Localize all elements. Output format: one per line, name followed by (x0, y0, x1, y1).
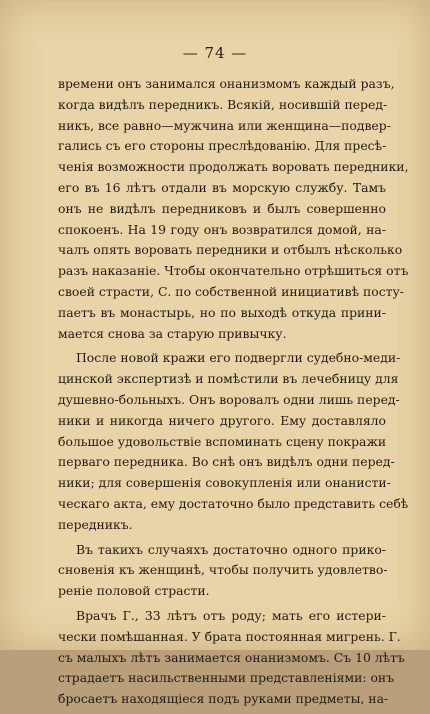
text-line: передникъ. (58, 516, 133, 532)
text-line: большое удовольствіе вспоминать сцену покражи (58, 433, 387, 449)
text-line: когда видѣлъ передникъ. Всякій, носившій перед- (58, 96, 388, 112)
page-body (58, 74, 409, 714)
text-line: реніе половой страсти. (58, 583, 210, 599)
paragraph-2 (58, 348, 409, 535)
text-line: цинской экспертизѣ и помѣстили въ лечебницу для (58, 371, 399, 387)
text-line: гались съ его стороны преслѣдованію. Для пресѣ- (58, 138, 387, 154)
paragraph-4 (58, 606, 405, 710)
text-line: чески помѣшанная. У брата постоянная мигрень. Г. (58, 628, 401, 644)
text-line: своей страсти, С. по собственной инициативѣ посту- (58, 283, 404, 299)
text-line: мается снова за старую привычку. (58, 325, 287, 341)
text-line: спокоенъ. На 19 году онъ возвратился домой, на- (58, 221, 386, 237)
text-line: ченія возможности продолжать воровать передники, (58, 159, 409, 175)
text-line: никъ, все равно—мужчина или женщина—подвер- (58, 117, 391, 133)
text-line: онъ не видѣлъ передниковъ и былъ совершенно (58, 200, 386, 216)
text-line: времени онъ занимался онанизмомъ каждый разъ, (58, 76, 395, 91)
text-line: перваго передника. Во снѣ онъ видѣлъ одни перед- (58, 454, 395, 470)
text-line: чалъ опять воровать передники и отбылъ нѣсколько (58, 242, 403, 258)
paragraph-1 (58, 74, 409, 344)
page-number: — 74 — (182, 44, 248, 62)
text-line: ники и никогда ничего другого. Ему доставляло (58, 412, 386, 428)
text-line: его въ 16 лѣтъ отдали въ морскую службу. Тамъ (58, 179, 386, 195)
text-line: душевно-больныхъ. Онъ воровалъ одни лишь перед- (58, 391, 400, 407)
text-line: ческаго акта, ему достаточно было представить себѣ (58, 495, 409, 511)
text-line: Въ такихъ случаяхъ достаточно одного прико- (76, 541, 386, 557)
text-line: Врачъ Г., 33 лѣтъ отъ роду; мать его истери- (76, 607, 386, 623)
text-line: ники; для совершенія совокупленія или онанисти- (58, 475, 391, 491)
text-line: бросаетъ находящіеся подъ руками предметы, на- (58, 691, 389, 707)
text-line: После новой кражи его подвергли судебно-меди- (76, 350, 401, 366)
text-line: разъ наказаніе. Чтобы окончательно отрѣшиться отъ (58, 263, 409, 279)
text-line: сновенія къ женщинѣ, чтобы получить удовлетво- (58, 562, 388, 578)
paragraph-3 (58, 540, 386, 602)
text-line: страдаетъ насильственными представленіями: онъ (58, 670, 395, 686)
text-line: паетъ въ монастырь, но по выходѣ откуда прини- (58, 304, 386, 320)
text-line: съ малыхъ лѣтъ занимается онанизмомъ. Съ 10 лѣтъ (58, 649, 405, 665)
